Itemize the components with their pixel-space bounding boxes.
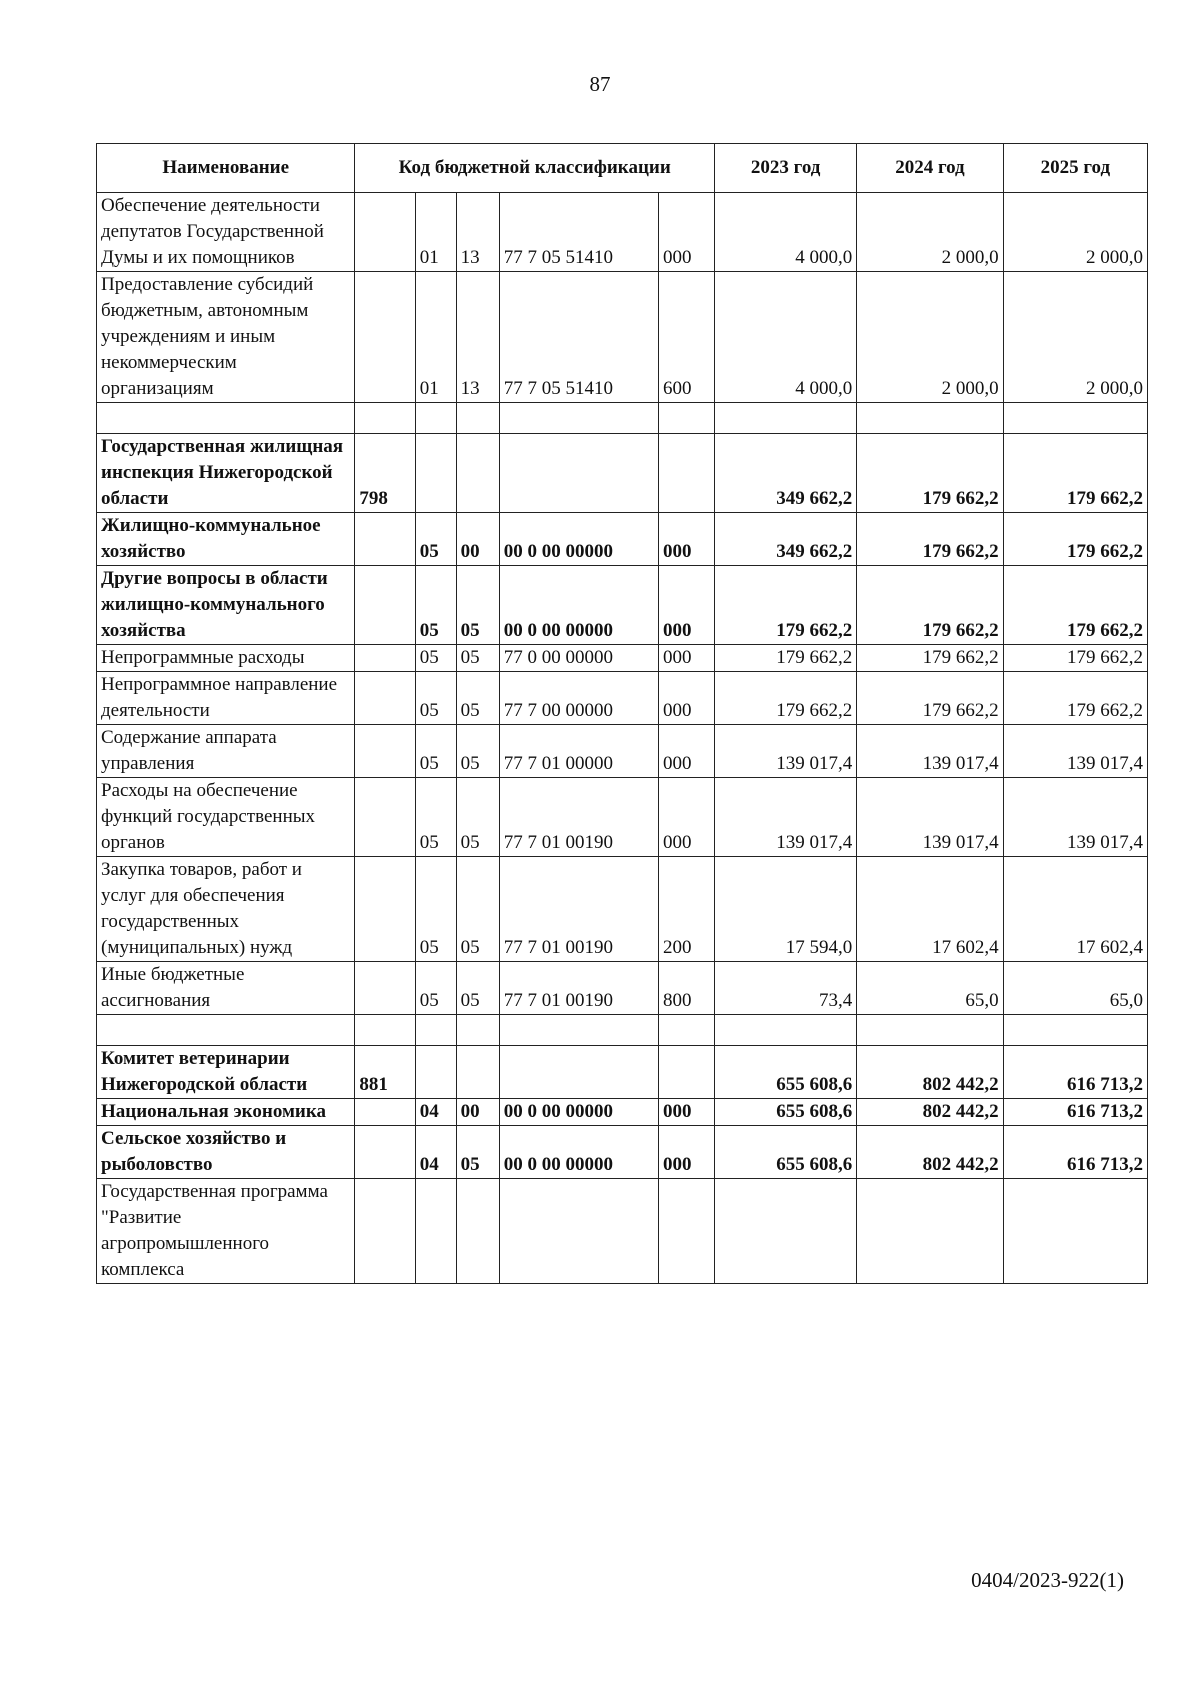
- cell-2024: [857, 1015, 1003, 1046]
- cell-2025: [1003, 1015, 1147, 1046]
- cell-2024: 65,0: [857, 962, 1003, 1015]
- table-row: [97, 566, 1148, 645]
- cell-name: Государственная программа "Развитие агропромышленного комплекса: [97, 1179, 355, 1284]
- table-row: [97, 962, 1148, 1015]
- cell-target-article: 00 0 00 00000: [499, 566, 658, 645]
- table-row: [97, 1099, 1148, 1126]
- cell-section: 05: [415, 513, 456, 566]
- table-row: [97, 513, 1148, 566]
- cell-target-article: 77 7 01 00190: [499, 857, 658, 962]
- cell-2025: 179 662,2: [1003, 566, 1147, 645]
- cell-2025: 179 662,2: [1003, 645, 1147, 672]
- cell-department-code: 881: [355, 1046, 415, 1099]
- cell-department-code: [355, 1099, 415, 1126]
- cell-section: 01: [415, 193, 456, 272]
- cell-2023: [715, 403, 857, 434]
- cell-section: 05: [415, 566, 456, 645]
- cell-name: Расходы на обеспечение функций государственных органов: [97, 778, 355, 857]
- table-row: [97, 645, 1148, 672]
- cell-2023: 179 662,2: [715, 645, 857, 672]
- cell-2025: 139 017,4: [1003, 725, 1147, 778]
- table-row: [97, 434, 1148, 513]
- cell-subsection: [456, 434, 499, 513]
- cell-subsection: [456, 1179, 499, 1284]
- cell-2024: 802 442,2: [857, 1099, 1003, 1126]
- cell-2024: 2 000,0: [857, 193, 1003, 272]
- budget-table: [96, 143, 1148, 1284]
- cell-section: [415, 434, 456, 513]
- cell-subsection: 00: [456, 1099, 499, 1126]
- cell-expense-type: 000: [659, 513, 715, 566]
- cell-name: Другие вопросы в области жилищно-коммунального хозяйства: [97, 566, 355, 645]
- cell-2024: 179 662,2: [857, 672, 1003, 725]
- cell-2024: 802 442,2: [857, 1046, 1003, 1099]
- table-body: [97, 193, 1148, 1284]
- cell-2025: [1003, 403, 1147, 434]
- cell-name: Обеспечение деятельности депутатов Государственной Думы и их помощников: [97, 193, 355, 272]
- cell-section: 05: [415, 778, 456, 857]
- cell-2024: 179 662,2: [857, 513, 1003, 566]
- cell-target-article: 77 7 01 00190: [499, 778, 658, 857]
- cell-section: 04: [415, 1126, 456, 1179]
- cell-expense-type: [659, 403, 715, 434]
- cell-department-code: [355, 566, 415, 645]
- cell-target-article: [499, 1179, 658, 1284]
- cell-subsection: [456, 1015, 499, 1046]
- cell-2025: 65,0: [1003, 962, 1147, 1015]
- cell-expense-type: 800: [659, 962, 715, 1015]
- cell-2023: [715, 1015, 857, 1046]
- cell-2023: 349 662,2: [715, 513, 857, 566]
- cell-name: Сельское хозяйство и рыболовство: [97, 1126, 355, 1179]
- cell-2025: 179 662,2: [1003, 434, 1147, 513]
- cell-2023: 73,4: [715, 962, 857, 1015]
- cell-target-article: [499, 403, 658, 434]
- cell-expense-type: 000: [659, 1099, 715, 1126]
- cell-2024: [857, 1179, 1003, 1284]
- cell-department-code: [355, 193, 415, 272]
- cell-2025: 17 602,4: [1003, 857, 1147, 962]
- cell-expense-type: 000: [659, 725, 715, 778]
- cell-department-code: [355, 645, 415, 672]
- cell-target-article: 77 7 00 00000: [499, 672, 658, 725]
- cell-target-article: 00 0 00 00000: [499, 1099, 658, 1126]
- cell-expense-type: 000: [659, 193, 715, 272]
- table-row: [97, 672, 1148, 725]
- header-2024: 2024 год: [857, 144, 1003, 193]
- cell-department-code: [355, 403, 415, 434]
- cell-2023: 17 594,0: [715, 857, 857, 962]
- cell-section: [415, 1179, 456, 1284]
- cell-name: Комитет ветеринарии Нижегородской области: [97, 1046, 355, 1099]
- cell-name: Непрограммные расходы: [97, 645, 355, 672]
- cell-2025: 139 017,4: [1003, 778, 1147, 857]
- cell-section: 05: [415, 857, 456, 962]
- cell-name: Жилищно-коммунальное хозяйство: [97, 513, 355, 566]
- cell-2025: 616 713,2: [1003, 1046, 1147, 1099]
- cell-section: 05: [415, 725, 456, 778]
- cell-2024: 179 662,2: [857, 434, 1003, 513]
- cell-2024: 139 017,4: [857, 725, 1003, 778]
- cell-target-article: [499, 1015, 658, 1046]
- cell-department-code: [355, 272, 415, 403]
- cell-2024: 17 602,4: [857, 857, 1003, 962]
- cell-name: Предоставление субсидий бюджетным, автономным учреждениям и иным некоммерческим организациям: [97, 272, 355, 403]
- cell-subsection: [456, 1046, 499, 1099]
- cell-2024: 139 017,4: [857, 778, 1003, 857]
- cell-department-code: [355, 513, 415, 566]
- cell-2023: 655 608,6: [715, 1046, 857, 1099]
- cell-expense-type: 000: [659, 672, 715, 725]
- cell-subsection: 05: [456, 1126, 499, 1179]
- table-row: [97, 1126, 1148, 1179]
- cell-department-code: [355, 778, 415, 857]
- table-row: [97, 857, 1148, 962]
- cell-department-code: [355, 1015, 415, 1046]
- cell-2024: 802 442,2: [857, 1126, 1003, 1179]
- cell-2023: 655 608,6: [715, 1099, 857, 1126]
- cell-department-code: [355, 962, 415, 1015]
- cell-target-article: 77 7 01 00190: [499, 962, 658, 1015]
- cell-subsection: 13: [456, 272, 499, 403]
- cell-target-article: 00 0 00 00000: [499, 513, 658, 566]
- cell-2023: 4 000,0: [715, 272, 857, 403]
- cell-2025: [1003, 1179, 1147, 1284]
- cell-expense-type: [659, 434, 715, 513]
- cell-section: [415, 1015, 456, 1046]
- cell-target-article: [499, 434, 658, 513]
- page-number: 87: [589, 72, 611, 96]
- cell-subsection: 05: [456, 857, 499, 962]
- header-name: Наименование: [97, 144, 355, 193]
- cell-target-article: 77 7 01 00000: [499, 725, 658, 778]
- cell-subsection: [456, 403, 499, 434]
- cell-2024: [857, 403, 1003, 434]
- cell-section: 04: [415, 1099, 456, 1126]
- cell-name: Иные бюджетные ассигнования: [97, 962, 355, 1015]
- cell-target-article: 77 7 05 51410: [499, 193, 658, 272]
- cell-name: Государственная жилищная инспекция Нижегородской области: [97, 434, 355, 513]
- spacer-row: [97, 1015, 1148, 1046]
- cell-section: [415, 1046, 456, 1099]
- cell-2023: 139 017,4: [715, 778, 857, 857]
- cell-2024: 2 000,0: [857, 272, 1003, 403]
- cell-section: [415, 403, 456, 434]
- table-row: [97, 1179, 1148, 1284]
- cell-target-article: 77 0 00 00000: [499, 645, 658, 672]
- cell-name: Национальная экономика: [97, 1099, 355, 1126]
- cell-2023: 655 608,6: [715, 1126, 857, 1179]
- cell-2024: 179 662,2: [857, 566, 1003, 645]
- cell-target-article: 77 7 05 51410: [499, 272, 658, 403]
- cell-name: [97, 1015, 355, 1046]
- cell-2025: 2 000,0: [1003, 193, 1147, 272]
- cell-subsection: 00: [456, 513, 499, 566]
- cell-expense-type: 000: [659, 778, 715, 857]
- table-row: [97, 193, 1148, 272]
- cell-2023: 179 662,2: [715, 672, 857, 725]
- document-code: 0404/2023-922(1): [971, 1568, 1124, 1592]
- cell-department-code: [355, 725, 415, 778]
- cell-target-article: 00 0 00 00000: [499, 1126, 658, 1179]
- cell-2023: 179 662,2: [715, 566, 857, 645]
- cell-subsection: 05: [456, 725, 499, 778]
- cell-department-code: [355, 1126, 415, 1179]
- cell-2025: 616 713,2: [1003, 1099, 1147, 1126]
- table-row: [97, 272, 1148, 403]
- cell-2025: 179 662,2: [1003, 513, 1147, 566]
- cell-subsection: 05: [456, 566, 499, 645]
- cell-expense-type: 000: [659, 645, 715, 672]
- cell-2023: 4 000,0: [715, 193, 857, 272]
- table-header-row: [97, 144, 1148, 193]
- spacer-row: [97, 403, 1148, 434]
- cell-2025: 616 713,2: [1003, 1126, 1147, 1179]
- cell-department-code: 798: [355, 434, 415, 513]
- cell-section: 05: [415, 645, 456, 672]
- cell-subsection: 05: [456, 645, 499, 672]
- cell-name: Непрограммное направление деятельности: [97, 672, 355, 725]
- cell-name: [97, 403, 355, 434]
- cell-expense-type: 000: [659, 566, 715, 645]
- header-2025: 2025 год: [1003, 144, 1147, 193]
- cell-expense-type: [659, 1015, 715, 1046]
- cell-section: 05: [415, 672, 456, 725]
- cell-expense-type: 600: [659, 272, 715, 403]
- cell-subsection: 05: [456, 672, 499, 725]
- cell-2024: 179 662,2: [857, 645, 1003, 672]
- table-row: [97, 778, 1148, 857]
- header-code: Код бюджетной классификации: [355, 144, 715, 193]
- cell-section: 01: [415, 272, 456, 403]
- cell-section: 05: [415, 962, 456, 1015]
- cell-department-code: [355, 857, 415, 962]
- cell-subsection: 05: [456, 778, 499, 857]
- cell-name: Закупка товаров, работ и услуг для обеспечения государственных (муниципальных) нужд: [97, 857, 355, 962]
- cell-2025: 2 000,0: [1003, 272, 1147, 403]
- cell-expense-type: 000: [659, 1126, 715, 1179]
- cell-subsection: 05: [456, 962, 499, 1015]
- cell-expense-type: 200: [659, 857, 715, 962]
- cell-target-article: [499, 1046, 658, 1099]
- cell-2023: [715, 1179, 857, 1284]
- cell-subsection: 13: [456, 193, 499, 272]
- header-2023: 2023 год: [715, 144, 857, 193]
- cell-expense-type: [659, 1046, 715, 1099]
- cell-2023: 349 662,2: [715, 434, 857, 513]
- cell-department-code: [355, 1179, 415, 1284]
- cell-department-code: [355, 672, 415, 725]
- table-row: [97, 725, 1148, 778]
- table-row: [97, 1046, 1148, 1099]
- cell-expense-type: [659, 1179, 715, 1284]
- cell-2025: 179 662,2: [1003, 672, 1147, 725]
- cell-2023: 139 017,4: [715, 725, 857, 778]
- cell-name: Содержание аппарата управления: [97, 725, 355, 778]
